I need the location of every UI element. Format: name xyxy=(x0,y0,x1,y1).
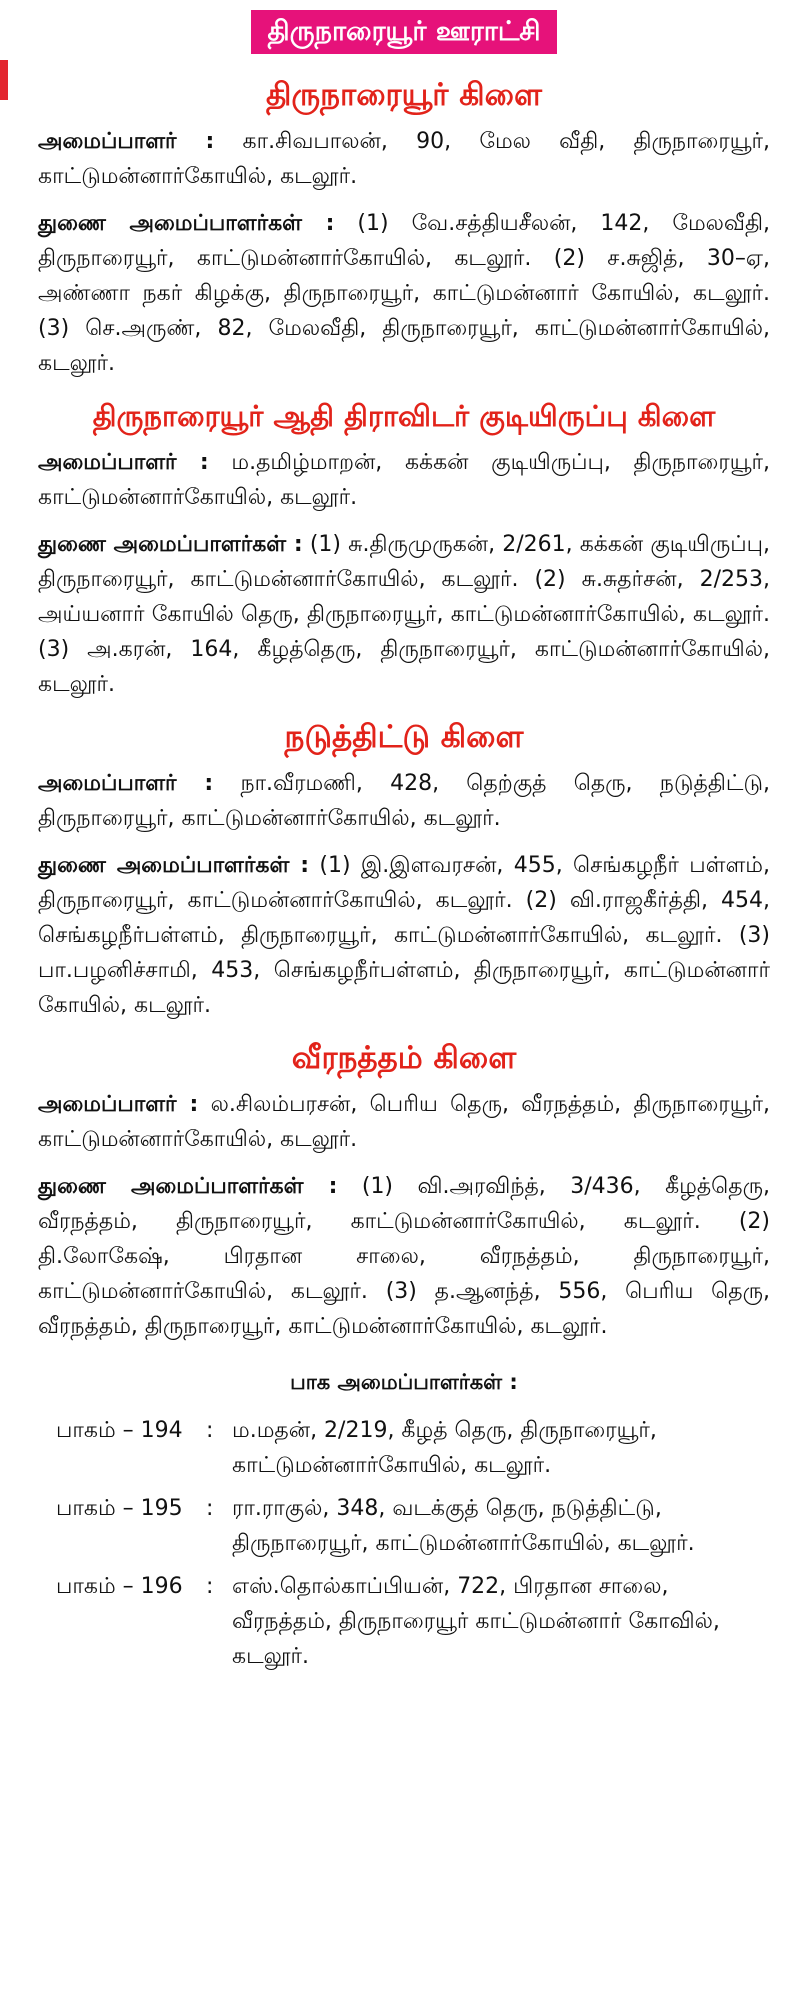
deputy-label: துணை அமைப்பாளர்கள் : xyxy=(38,853,310,878)
deputy-text: (1) வே.சத்தியசீலன், 142, மேலவீதி, திருநாரையூர், காட்டுமன்னார்கோயில், கடலூர். (2) ச.சுஜித், 30–ஏ, அண்ணா நகர் கிழக்கு, திருநாரையூர், காட்டுமன்னார் கோயில், கடலூர். (3) செ.அருண், 82, மேலவீதி, திருநாரையூர், காட்டுமன்னார்கோயில், கடலூர். xyxy=(38,211,770,376)
part-label: பாகம் – 195 xyxy=(56,1496,183,1521)
organizer-text: நா.வீரமணி, 428, தெற்குத் தெரு, நடுத்திட்டு, திருநாரையூர், காட்டுமன்னார்கோயில், கடலூர். xyxy=(38,771,770,831)
branch-heading: திருநாரையூர் கிளை xyxy=(266,77,542,113)
organizer-label: அமைப்பாளர் : xyxy=(38,771,214,796)
part-colon: : xyxy=(206,1574,214,1599)
branch-section xyxy=(38,72,770,381)
part-row xyxy=(38,1413,770,1483)
part-row xyxy=(38,1569,770,1674)
deputy-paragraph xyxy=(38,527,770,702)
deputy-paragraph xyxy=(38,848,770,1023)
organizer-text: ல.சிலம்பரசன், பெரிய தெரு, வீரநத்தம், திருநாரையூர், காட்டுமன்னார்கோயில், கடலூர். xyxy=(38,1092,770,1152)
branch-heading: வீரநத்தம் கிளை xyxy=(291,1040,517,1076)
branch-heading: நடுத்திட்டு கிளை xyxy=(284,719,524,755)
organizer-label: அமைப்பாளர் : xyxy=(38,450,209,475)
branch-section xyxy=(38,1035,770,1344)
part-colon: : xyxy=(206,1496,214,1521)
organizer-text: ம.தமிழ்மாறன், கக்கன் குடியிருப்பு, திருநாரையூர், காட்டுமன்னார்கோயில், கடலூர். xyxy=(38,450,770,510)
part-colon: : xyxy=(206,1418,214,1443)
deputy-text: (1) வி.அரவிந்த், 3/436, கீழத்தெரு, வீரநத்தம், திருநாரையூர், காட்டுமன்னார்கோயில், கடலூர். (2) தி.லோகேஷ், பிரதான சாலை, வீரநத்தம், திருநாரையூர், காட்டுமன்னார்கோயில், கடலூர். (3) த.ஆனந்த், 556, பெரிய தெரு, வீரநத்தம், திருநாரையூர், காட்டுமன்னார்கோயில், கடலூர். xyxy=(38,1174,771,1339)
deputy-text: (1) சு.திருமுருகன், 2/261, கக்கன் குடியிருப்பு, திருநாரையூர், காட்டுமன்னார்கோயில், கடலூர். (2) சு.சுதர்சன், 2/253, அய்யனார் கோயில் தெரு, திருநாரையூர், காட்டுமன்னார்கோயில், கடலூர். (3) அ.கரன், 164, கீழத்தெரு, திருநாரையூர், காட்டுமன்னார்கோயில், கடலூர். xyxy=(38,532,771,697)
organizer-paragraph xyxy=(38,124,770,194)
deputy-paragraph xyxy=(38,206,770,381)
organizer-label: அமைப்பாளர் : xyxy=(38,129,215,154)
red-edge-marker xyxy=(0,60,8,100)
deputy-label: துணை அமைப்பாளர்கள் : xyxy=(38,211,335,236)
deputy-text: (1) இ.இளவரசன், 455, செங்கழநீர் பள்ளம், திருநாரையூர், காட்டுமன்னார்கோயில், கடலூர். (2) வி.ராஜகீர்த்தி, 454, செங்கழநீர்பள்ளம், திருநாரையூர், காட்டுமன்னார்கோயில், கடலூர். (3) பா.பழனிச்சாமி, 453, செங்கழநீர்பள்ளம், திருநாரையூர், காட்டுமன்னார் கோயில், கடலூர். xyxy=(38,853,770,1018)
branch-section xyxy=(38,393,770,702)
organizer-paragraph xyxy=(38,445,770,515)
branch-section xyxy=(38,714,770,1023)
banner-title: திருநாரையூர் ஊராட்சி xyxy=(251,10,556,54)
part-row xyxy=(38,1491,770,1561)
organizer-label: அமைப்பாளர் : xyxy=(38,1092,199,1117)
document-page xyxy=(38,0,770,1682)
deputy-paragraph xyxy=(38,1169,770,1344)
part-text: ரா.ராகுல், 348, வடக்குத் தெரு, நடுத்திட்டு, திருநாரையூர், காட்டுமன்னார்கோயில், கடலூர். xyxy=(232,1496,695,1556)
part-organizers-heading: பாக அமைப்பாளர்கள் : xyxy=(290,1370,518,1394)
part-text: ம.மதன், 2/219, கீழத் தெரு, திருநாரையூர், காட்டுமன்னார்கோயில், கடலூர். xyxy=(232,1418,657,1478)
organizer-paragraph xyxy=(38,1087,770,1157)
deputy-label: துணை அமைப்பாளர்கள் : xyxy=(38,1174,338,1199)
part-text: எஸ்.தொல்காப்பியன், 722, பிரதான சாலை, வீரநத்தம், திருநாரையூர் காட்டுமன்னார் கோவில், கடலூர். xyxy=(232,1574,720,1669)
part-label: பாகம் – 194 xyxy=(56,1418,183,1443)
branch-heading: திருநாரையூர் ஆதி திராவிடர் குடியிருப்பு கிளை xyxy=(92,399,716,433)
organizer-text: கா.சிவபாலன், 90, மேல வீதி, திருநாரையூர், காட்டுமன்னார்கோயில், கடலூர். xyxy=(38,129,770,189)
deputy-label: துணை அமைப்பாளர்கள் : xyxy=(38,532,303,557)
banner-wrap xyxy=(38,0,770,62)
organizer-paragraph xyxy=(38,766,770,836)
part-label: பாகம் – 196 xyxy=(56,1574,183,1599)
